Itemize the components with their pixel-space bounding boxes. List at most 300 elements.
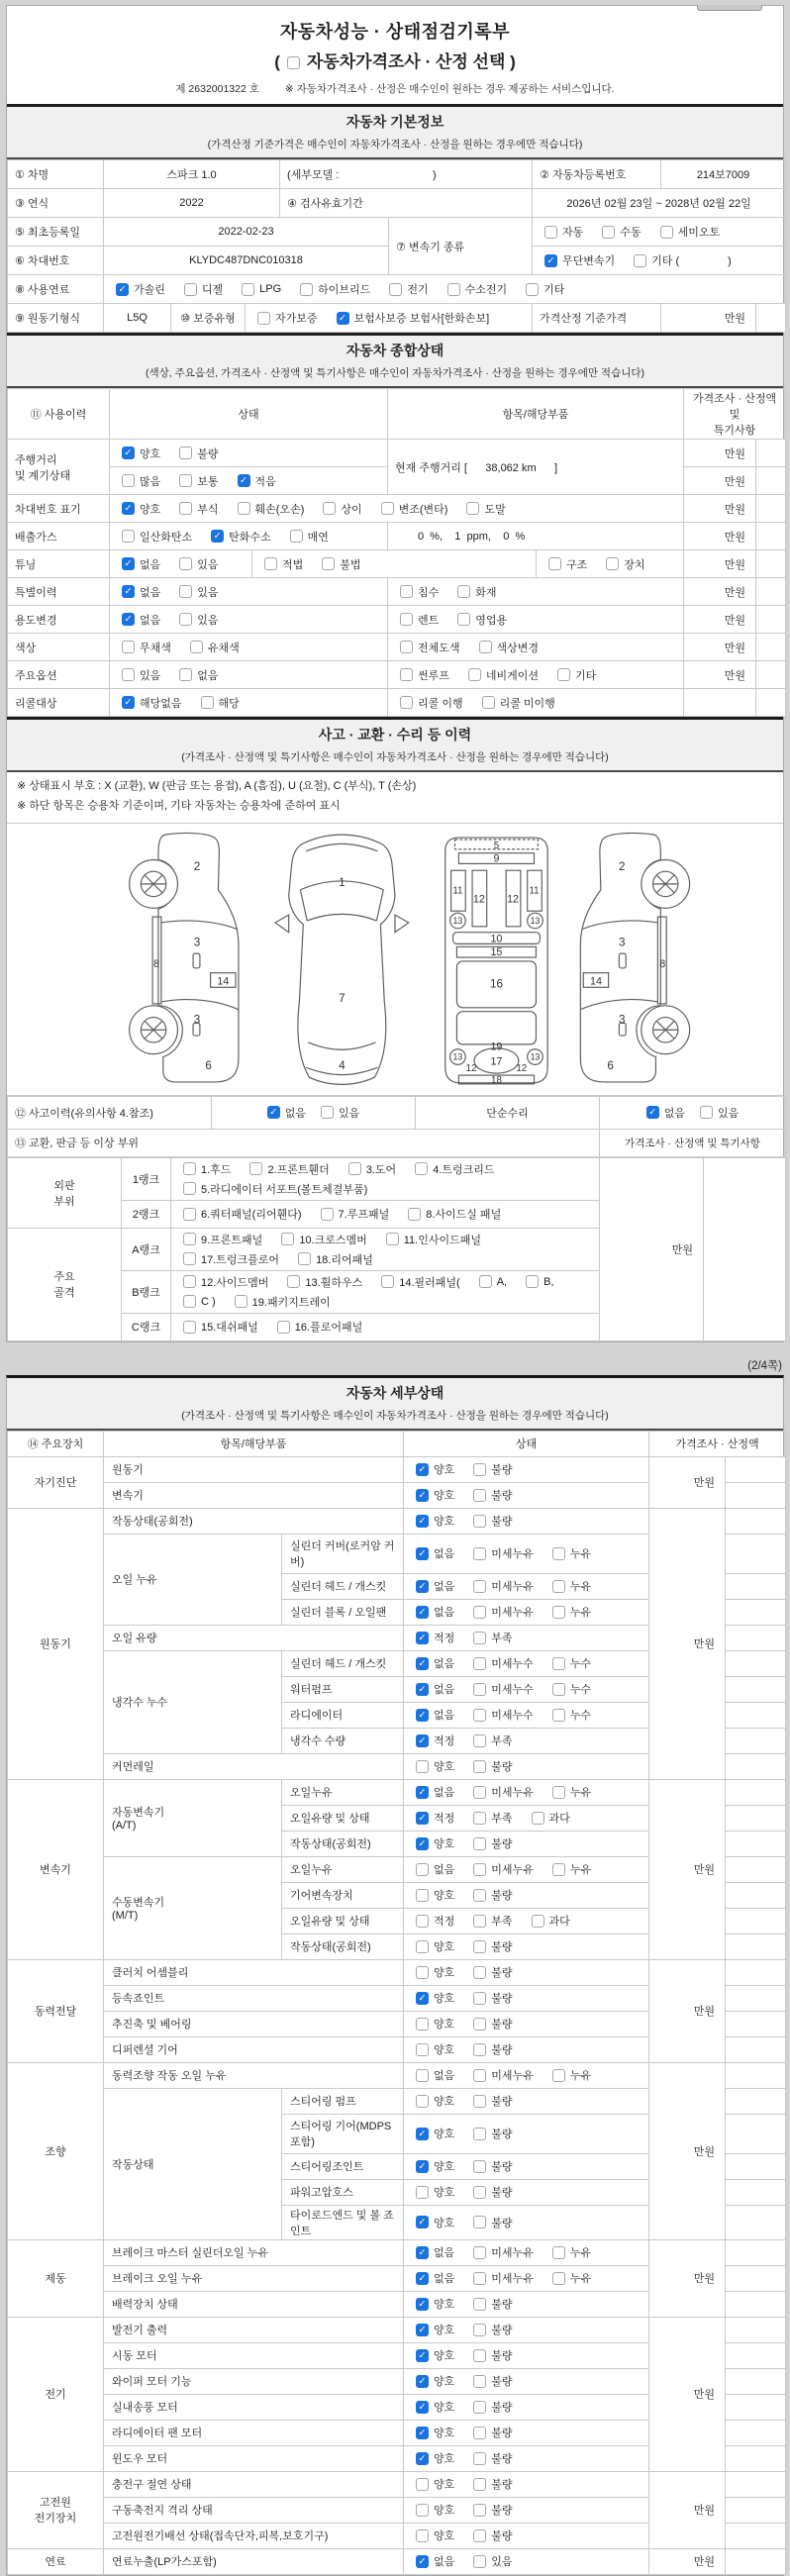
notes-cell[interactable] — [756, 634, 786, 661]
checkbox-option[interactable] — [660, 224, 721, 240]
checkbox-option[interactable] — [473, 2215, 512, 2230]
checkbox-checked[interactable]: ✓ — [337, 312, 349, 325]
checkbox-unchecked[interactable] — [416, 1863, 429, 1876]
checkbox-option[interactable] — [416, 2347, 454, 2363]
price-input-cell[interactable] — [756, 304, 786, 333]
price-input-cell[interactable] — [726, 2205, 786, 2239]
checkbox-unchecked[interactable] — [400, 668, 413, 681]
checkbox-unchecked[interactable] — [700, 1106, 713, 1119]
checkbox-unchecked[interactable] — [544, 226, 557, 239]
checkbox-option[interactable] — [183, 1181, 367, 1197]
checkbox-unchecked[interactable] — [416, 2186, 429, 2199]
checkbox-unchecked[interactable] — [482, 696, 495, 709]
checkbox-option[interactable] — [415, 1161, 494, 1177]
checkbox-unchecked[interactable] — [479, 1275, 492, 1288]
checkbox-option[interactable] — [416, 1487, 454, 1503]
checkbox-option[interactable] — [473, 1835, 512, 1851]
checkbox-unchecked[interactable] — [473, 1489, 486, 1502]
checkbox-checked[interactable]: ✓ — [416, 1606, 429, 1619]
checkbox-option[interactable] — [416, 1964, 454, 1980]
checkbox-unchecked[interactable] — [473, 2504, 486, 2517]
checkbox-unchecked[interactable] — [473, 2246, 486, 2259]
checkbox-option[interactable] — [473, 1758, 512, 1774]
checkbox-checked[interactable]: ✓ — [416, 2324, 429, 2336]
price-input-cell[interactable] — [726, 1908, 786, 1933]
checkbox-unchecked[interactable] — [473, 2069, 486, 2082]
checkbox-checked[interactable]: ✓ — [122, 502, 135, 515]
checkbox-unchecked[interactable] — [473, 1992, 486, 2005]
checkbox-unchecked[interactable] — [473, 2375, 486, 2388]
checkbox-option[interactable] — [473, 2270, 534, 2286]
checkbox-unchecked[interactable] — [548, 557, 561, 570]
checkbox-checked[interactable]: ✓ — [416, 2401, 429, 2414]
notes-cell[interactable] — [756, 661, 786, 689]
checkbox-option[interactable] — [552, 2067, 591, 2083]
checkbox-option[interactable] — [416, 2093, 454, 2109]
checkbox-unchecked[interactable] — [473, 2186, 486, 2199]
checkbox-option[interactable] — [416, 1681, 454, 1697]
checkbox-unchecked[interactable] — [634, 254, 646, 267]
checkbox-option[interactable] — [400, 640, 460, 655]
checkbox-option[interactable] — [482, 695, 555, 711]
checkbox-unchecked[interactable] — [473, 2478, 486, 2491]
checkbox-unchecked[interactable] — [179, 446, 192, 459]
checkbox-unchecked[interactable] — [473, 2272, 486, 2285]
checkbox-option[interactable] — [548, 556, 587, 572]
checkbox-checked[interactable]: ✓ — [544, 254, 557, 267]
checkbox-option[interactable] — [122, 640, 171, 655]
checkbox-checked[interactable]: ✓ — [416, 1786, 429, 1799]
checkbox-option[interactable] — [473, 1604, 534, 1620]
checkbox-option[interactable] — [416, 2067, 454, 2083]
checkbox-unchecked[interactable] — [183, 1295, 196, 1308]
checkbox-checked[interactable]: ✓ — [416, 2298, 429, 2311]
price-input-cell[interactable] — [726, 2394, 786, 2420]
checkbox-unchecked[interactable] — [416, 1966, 429, 1979]
checkbox-unchecked[interactable] — [552, 2069, 565, 2082]
checkbox-unchecked[interactable] — [416, 1940, 429, 1953]
checkbox-option[interactable] — [416, 1938, 454, 1954]
checkbox-unchecked[interactable] — [552, 2272, 565, 2285]
price-input-cell[interactable] — [726, 2368, 786, 2394]
checkbox-option[interactable] — [473, 2399, 512, 2415]
checkbox-option[interactable] — [552, 2244, 591, 2260]
checkbox-checked[interactable]: ✓ — [416, 1837, 429, 1850]
checkbox-option[interactable] — [473, 1630, 512, 1645]
checkbox-unchecked[interactable] — [264, 557, 277, 570]
checkbox-option[interactable] — [466, 501, 505, 517]
checkbox-unchecked[interactable] — [473, 2160, 486, 2173]
checkbox-checked[interactable]: ✓ — [416, 1683, 429, 1696]
notes-cell[interactable] — [756, 606, 786, 634]
checkbox-unchecked[interactable] — [473, 1515, 486, 1528]
checkbox-checked[interactable]: ✓ — [646, 1106, 659, 1119]
checkbox-unchecked[interactable] — [473, 2427, 486, 2439]
checkbox-unchecked[interactable] — [179, 668, 192, 681]
checkbox-unchecked[interactable] — [552, 1657, 565, 1670]
checkbox-unchecked[interactable] — [532, 1812, 544, 1825]
price-input-cell[interactable] — [726, 2179, 786, 2205]
checkbox-option[interactable] — [532, 1913, 570, 1929]
checkbox-option[interactable] — [473, 2502, 512, 2518]
checkbox-option[interactable] — [337, 310, 490, 326]
checkbox-unchecked[interactable] — [473, 1940, 486, 1953]
checkbox-unchecked[interactable] — [473, 1863, 486, 1876]
checkbox-option[interactable] — [416, 2126, 454, 2141]
checkbox-option[interactable] — [473, 2041, 512, 2057]
checkbox-unchecked[interactable] — [416, 2529, 429, 2542]
checkbox-checked[interactable]: ✓ — [416, 2246, 429, 2259]
checkbox-unchecked[interactable] — [348, 1162, 361, 1175]
price-input-cell[interactable] — [726, 1882, 786, 1908]
price-input-cell[interactable] — [726, 1456, 786, 1482]
price-input-cell[interactable] — [726, 2342, 786, 2368]
checkbox-option[interactable] — [381, 501, 448, 517]
checkbox-option[interactable] — [552, 1604, 591, 1620]
checkbox-option[interactable] — [400, 612, 439, 628]
checkbox-option[interactable] — [122, 556, 160, 572]
checkbox-option[interactable] — [408, 1206, 501, 1222]
checkbox-option[interactable] — [416, 2450, 454, 2466]
checkbox-checked[interactable]: ✓ — [416, 1489, 429, 1502]
checkbox-checked[interactable]: ✓ — [122, 613, 135, 626]
checkbox-checked[interactable]: ✓ — [416, 1547, 429, 1560]
notes-cell[interactable] — [756, 578, 786, 606]
checkbox-option[interactable] — [544, 252, 615, 268]
checkbox-unchecked[interactable] — [122, 530, 135, 543]
checkbox-unchecked[interactable] — [479, 641, 492, 653]
checkbox-option[interactable] — [447, 281, 508, 297]
checkbox-option[interactable] — [473, 1887, 512, 1903]
checkbox-option[interactable] — [386, 1232, 481, 1247]
checkbox-unchecked[interactable] — [249, 1162, 262, 1175]
checkbox-unchecked[interactable] — [473, 2095, 486, 2108]
checkbox-option[interactable] — [473, 2373, 512, 2389]
checkbox-option[interactable] — [416, 1733, 454, 1748]
checkbox-unchecked[interactable] — [415, 1162, 428, 1175]
checkbox-option[interactable] — [473, 2067, 534, 2083]
checkbox-checked[interactable]: ✓ — [116, 283, 129, 296]
checkbox-option[interactable] — [416, 1810, 454, 1826]
checkbox-option[interactable] — [183, 1251, 279, 1267]
checkbox-unchecked[interactable] — [321, 1106, 334, 1119]
checkbox-unchecked[interactable] — [322, 557, 335, 570]
checkbox-unchecked[interactable] — [235, 1295, 247, 1308]
checkbox-unchecked[interactable] — [290, 530, 303, 543]
price-input-cell[interactable] — [726, 1831, 786, 1856]
checkbox-option[interactable] — [183, 1319, 258, 1335]
checkbox-option[interactable] — [416, 2502, 454, 2518]
notes-cell[interactable] — [756, 550, 786, 578]
checkbox-unchecked[interactable] — [183, 1233, 196, 1245]
checkbox-unchecked[interactable] — [473, 1463, 486, 1476]
price-input-cell[interactable] — [726, 1599, 786, 1625]
checkbox-unchecked[interactable] — [400, 585, 413, 598]
checkbox-option[interactable] — [416, 2425, 454, 2440]
checkbox-option[interactable] — [416, 1604, 454, 1620]
checkbox-option[interactable] — [532, 1810, 570, 1826]
checkbox-unchecked[interactable] — [532, 1915, 544, 1928]
checkbox-unchecked[interactable] — [381, 1275, 394, 1288]
checkbox-option[interactable] — [416, 1630, 454, 1645]
checkbox-option[interactable] — [416, 2373, 454, 2389]
notes-cell[interactable] — [756, 467, 786, 495]
checkbox-unchecked[interactable] — [552, 1580, 565, 1593]
checkbox-option[interactable] — [606, 556, 644, 572]
price-input-cell[interactable] — [726, 2317, 786, 2342]
checkbox-unchecked[interactable] — [473, 2324, 486, 2336]
checkbox-checked[interactable]: ✓ — [416, 2128, 429, 2140]
checkbox-option[interactable] — [416, 1887, 454, 1903]
checkbox-option[interactable] — [473, 1938, 512, 1954]
checkbox-option[interactable] — [473, 2093, 512, 2109]
checkbox-option[interactable] — [300, 281, 370, 297]
checkbox-option[interactable] — [323, 501, 361, 517]
checkbox-unchecked[interactable] — [287, 1275, 300, 1288]
checkbox-option[interactable] — [416, 2553, 454, 2569]
checkbox-option[interactable] — [321, 1105, 359, 1121]
checkbox-option[interactable] — [416, 2244, 454, 2260]
checkbox-option[interactable] — [552, 1545, 591, 1561]
checkbox-unchecked[interactable] — [660, 226, 673, 239]
checkbox-unchecked[interactable] — [183, 1252, 196, 1265]
checkbox-option[interactable] — [122, 695, 182, 711]
checkbox-unchecked[interactable] — [416, 2504, 429, 2517]
checkbox-option[interactable] — [552, 1681, 591, 1697]
checkbox-option[interactable] — [544, 224, 583, 240]
checkbox-unchecked[interactable] — [552, 1547, 565, 1560]
price-input-cell[interactable] — [726, 1482, 786, 1508]
checkbox-unchecked[interactable] — [183, 1321, 196, 1334]
checkbox-option[interactable] — [416, 2527, 454, 2543]
checkbox-option[interactable] — [122, 667, 160, 683]
price-input-cell[interactable] — [726, 1702, 786, 1728]
checkbox-option[interactable] — [298, 1251, 373, 1267]
checkbox-option[interactable] — [416, 2476, 454, 2492]
checkbox-option[interactable] — [416, 2158, 454, 2174]
checkbox-option[interactable] — [238, 501, 305, 517]
checkbox-unchecked[interactable] — [473, 1657, 486, 1670]
checkbox-checked[interactable]: ✓ — [122, 696, 135, 709]
checkbox-checked[interactable]: ✓ — [416, 1632, 429, 1644]
checkbox-unchecked[interactable] — [416, 2478, 429, 2491]
checkbox-option[interactable] — [122, 473, 160, 489]
checkbox-unchecked[interactable] — [416, 2018, 429, 2031]
checkbox-checked[interactable]: ✓ — [416, 1580, 429, 1593]
checkbox-option[interactable] — [183, 1161, 231, 1177]
checkbox-unchecked[interactable] — [179, 585, 192, 598]
checkbox-option[interactable] — [473, 1784, 534, 1800]
checkbox-checked[interactable]: ✓ — [416, 1463, 429, 1476]
price-input-cell[interactable] — [726, 2036, 786, 2062]
checkbox-option[interactable] — [473, 1990, 512, 2006]
checkbox-checked[interactable]: ✓ — [211, 530, 224, 543]
checkbox-option[interactable] — [190, 640, 240, 655]
checkbox-option[interactable] — [473, 2450, 512, 2466]
checkbox-unchecked[interactable] — [473, 1915, 486, 1928]
price-input-cell[interactable] — [726, 2548, 786, 2574]
checkbox-unchecked[interactable] — [179, 613, 192, 626]
checkbox-option[interactable] — [122, 446, 160, 461]
checkbox-unchecked[interactable] — [473, 1889, 486, 1902]
checkbox-option[interactable] — [416, 2296, 454, 2312]
price-input-cell[interactable] — [726, 1985, 786, 2011]
checkbox-unchecked[interactable] — [277, 1321, 290, 1334]
checkbox-option[interactable] — [122, 529, 192, 545]
checkbox-unchecked[interactable] — [557, 668, 570, 681]
checkbox-unchecked[interactable] — [468, 668, 481, 681]
checkbox-option[interactable] — [238, 473, 276, 489]
checkbox-option[interactable] — [473, 2184, 512, 2200]
price-input-cell[interactable] — [726, 2471, 786, 2497]
checkbox-unchecked[interactable] — [552, 1683, 565, 1696]
price-input-cell[interactable] — [726, 1779, 786, 1805]
checkbox-option[interactable] — [257, 310, 318, 326]
checkbox-option[interactable] — [322, 556, 360, 572]
checkbox-option[interactable] — [479, 1275, 507, 1288]
checkbox-option[interactable] — [646, 1105, 685, 1121]
price-input-cell[interactable] — [726, 2239, 786, 2265]
notes-cell[interactable] — [756, 523, 786, 550]
checkbox-unchecked[interactable] — [389, 283, 402, 296]
checkbox-option[interactable] — [122, 584, 160, 600]
checkbox-option[interactable] — [277, 1319, 362, 1335]
price-input-cell[interactable] — [726, 2088, 786, 2114]
checkbox-option[interactable] — [179, 501, 218, 517]
price-input-cell[interactable] — [726, 2265, 786, 2291]
checkbox-unchecked[interactable] — [122, 641, 135, 653]
price-input-cell[interactable] — [726, 2523, 786, 2548]
checkbox-option[interactable] — [290, 529, 329, 545]
checkbox-checked[interactable]: ✓ — [416, 1709, 429, 1722]
checkbox-option[interactable] — [416, 1758, 454, 1774]
checkbox-unchecked[interactable] — [552, 2246, 565, 2259]
checkbox-option[interactable] — [552, 1578, 591, 1594]
checkbox-unchecked[interactable] — [473, 1580, 486, 1593]
checkbox-unchecked[interactable] — [400, 641, 413, 653]
checkbox-option[interactable] — [552, 1655, 591, 1671]
checkbox-option[interactable] — [416, 2270, 454, 2286]
checkbox-unchecked[interactable] — [298, 1252, 311, 1265]
checkbox-option[interactable] — [416, 1655, 454, 1671]
checkbox-option[interactable] — [416, 1513, 454, 1529]
checkbox-unchecked[interactable] — [473, 2401, 486, 2414]
checkbox-option[interactable] — [473, 2244, 534, 2260]
checkbox-unchecked[interactable] — [416, 1889, 429, 1902]
checkbox-unchecked[interactable] — [381, 502, 394, 515]
price-input-cell[interactable] — [726, 1676, 786, 1702]
checkbox-checked[interactable]: ✓ — [416, 2452, 429, 2465]
checkbox-option[interactable] — [416, 2184, 454, 2200]
checkbox-unchecked[interactable] — [183, 1182, 196, 1195]
checkbox-unchecked[interactable] — [473, 1966, 486, 1979]
checkbox-checked[interactable]: ✓ — [416, 2216, 429, 2229]
checkbox-option[interactable] — [389, 281, 428, 297]
checkbox-unchecked[interactable] — [416, 2095, 429, 2108]
price-input-cell[interactable] — [726, 2011, 786, 2036]
checkbox-option[interactable] — [457, 584, 496, 600]
checkbox-unchecked[interactable] — [416, 1760, 429, 1773]
checkbox-option[interactable] — [557, 667, 596, 683]
checkbox-option[interactable] — [468, 667, 539, 683]
checkbox-checked[interactable]: ✓ — [416, 2427, 429, 2439]
price-survey-checkbox[interactable] — [287, 56, 300, 69]
checkbox-option[interactable] — [416, 1545, 454, 1561]
checkbox-unchecked[interactable] — [321, 1208, 334, 1221]
checkbox-checked[interactable]: ✓ — [238, 474, 250, 487]
checkbox-unchecked[interactable] — [526, 1275, 539, 1288]
price-input-cell[interactable] — [726, 2153, 786, 2179]
checkbox-option[interactable] — [416, 2041, 454, 2057]
checkbox-unchecked[interactable] — [447, 283, 460, 296]
price-input-cell[interactable] — [726, 2497, 786, 2523]
price-input-cell[interactable] — [726, 2420, 786, 2445]
checkbox-option[interactable] — [416, 1913, 454, 1929]
notes-cell[interactable] — [756, 689, 786, 717]
checkbox-option[interactable] — [473, 2126, 512, 2141]
checkbox-option[interactable] — [179, 446, 218, 461]
checkbox-option[interactable] — [473, 1733, 512, 1748]
checkbox-checked[interactable]: ✓ — [416, 2272, 429, 2285]
checkbox-checked[interactable]: ✓ — [416, 1812, 429, 1825]
checkbox-option[interactable] — [211, 529, 271, 545]
checkbox-option[interactable] — [479, 640, 540, 655]
checkbox-unchecked[interactable] — [473, 2452, 486, 2465]
price-input-cell[interactable] — [726, 1856, 786, 1882]
checkbox-unchecked[interactable] — [606, 557, 619, 570]
checkbox-option[interactable] — [416, 2016, 454, 2031]
checkbox-unchecked[interactable] — [416, 2043, 429, 2056]
checkbox-checked[interactable]: ✓ — [122, 557, 135, 570]
checkbox-option[interactable] — [473, 2296, 512, 2312]
price-input-cell[interactable] — [726, 1959, 786, 1985]
checkbox-option[interactable] — [179, 584, 218, 600]
checkbox-option[interactable] — [416, 1707, 454, 1723]
checkbox-unchecked[interactable] — [473, 1760, 486, 1773]
checkbox-unchecked[interactable] — [473, 2555, 486, 2568]
checkbox-option[interactable] — [183, 1295, 216, 1308]
price-input-cell[interactable] — [726, 1805, 786, 1831]
price-input-cell[interactable] — [726, 2062, 786, 2088]
checkbox-unchecked[interactable] — [300, 283, 313, 296]
checkbox-unchecked[interactable] — [386, 1233, 399, 1245]
checkbox-unchecked[interactable] — [473, 1837, 486, 1850]
checkbox-checked[interactable]: ✓ — [416, 2160, 429, 2173]
checkbox-option[interactable] — [552, 1707, 591, 1723]
checkbox-option[interactable] — [473, 2527, 512, 2543]
checkbox-option[interactable] — [473, 1681, 534, 1697]
checkbox-unchecked[interactable] — [552, 1606, 565, 1619]
checkbox-option[interactable] — [179, 612, 218, 628]
checkbox-option[interactable] — [526, 1275, 553, 1288]
checkbox-unchecked[interactable] — [416, 2069, 429, 2082]
price-input-cell[interactable] — [726, 1933, 786, 1959]
checkbox-option[interactable] — [602, 224, 641, 240]
checkbox-option[interactable] — [473, 1707, 534, 1723]
checkbox-option[interactable] — [400, 584, 439, 600]
checkbox-unchecked[interactable] — [473, 1812, 486, 1825]
checkbox-unchecked[interactable] — [122, 474, 135, 487]
checkbox-unchecked[interactable] — [552, 1863, 565, 1876]
checkbox-option[interactable] — [457, 612, 507, 628]
checkbox-option[interactable] — [552, 1784, 591, 1800]
checkbox-checked[interactable]: ✓ — [122, 446, 135, 459]
checkbox-unchecked[interactable] — [408, 1208, 421, 1221]
checkbox-option[interactable] — [249, 1161, 329, 1177]
checkbox-unchecked[interactable] — [473, 1734, 486, 1747]
checkbox-unchecked[interactable] — [473, 2216, 486, 2229]
checkbox-unchecked[interactable] — [179, 502, 192, 515]
